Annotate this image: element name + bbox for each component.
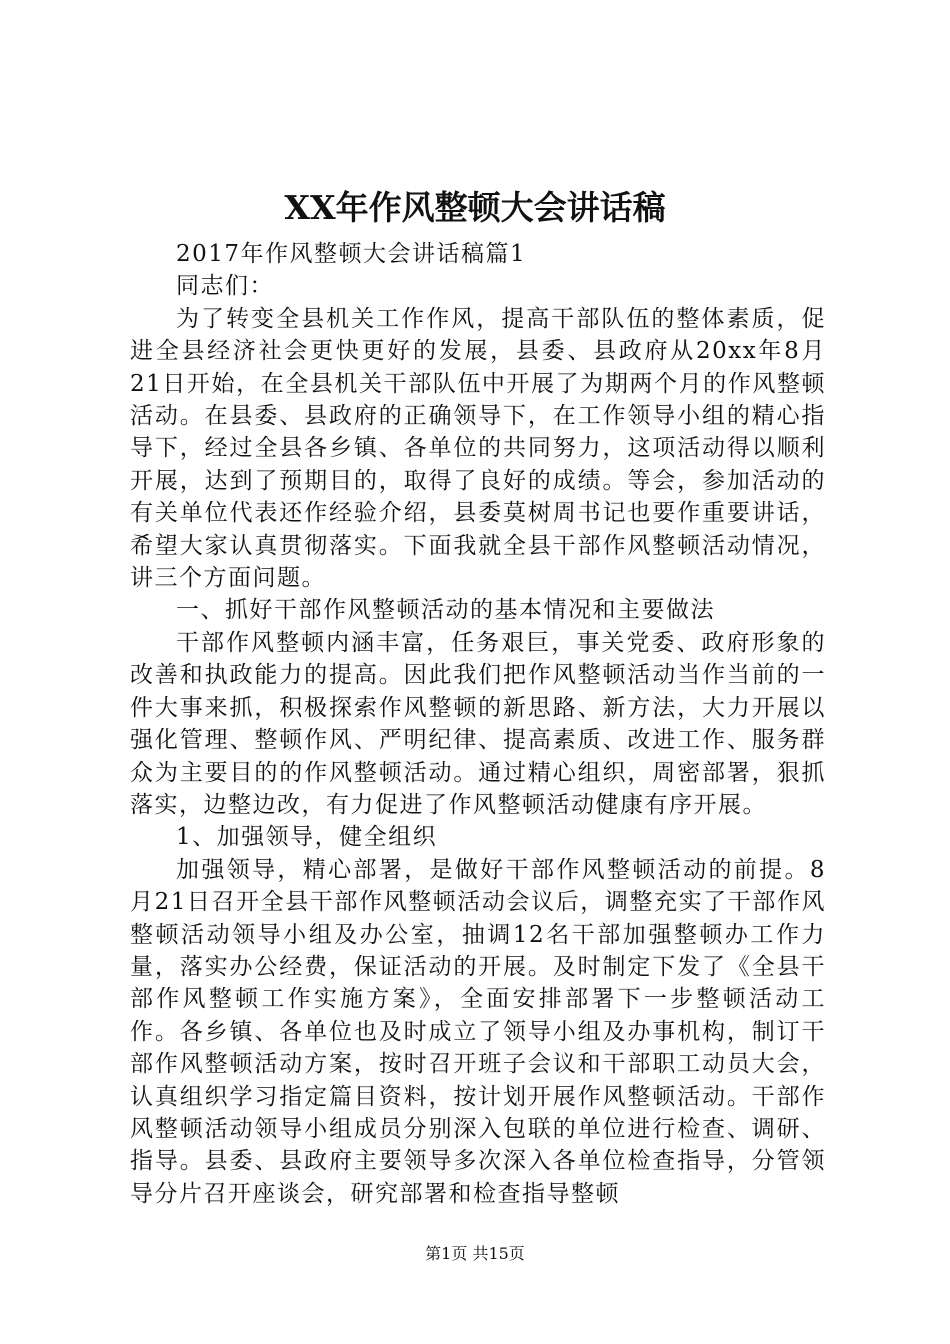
document-body: [130, 238, 826, 1210]
paragraph: 干部作风整顿内涵丰富，任务艰巨，事关党委、政府形象的改善和执政能力的提高。因此我们把作风整顿活动当作当前的一件大事来抓，积极探索作风整顿的新思路、新方法，大力开展以强化管理、整顿作风、严明纪律、提高素质、改进工作、服务群众为主要目的的作风整顿活动。通过精心组织，周密部署，狠抓落实，边整边改，有力促进了作风整顿活动健康有序开展。: [130, 629, 826, 818]
section-heading: 一、抓好干部作风整顿活动的基本情况和主要做法: [176, 597, 715, 624]
section-heading: 2017年作风整顿大会讲话稿篇1: [176, 241, 527, 267]
subsection-heading: 1、加强领导，健全组织: [176, 824, 438, 851]
page-footer: 第1页 共15页: [425, 1244, 525, 1263]
paragraph: 为了转变全县机关工作作风，提高干部队伍的整体素质，促进全县经济社会更快更好的发展，县委、县政府从20xx年8月21日开始，在全县机关干部队伍中开展了为期两个月的作风整顿活动。在县委、县政府的正确领导下，在工作领导小组的精心指导下，经过全县各乡镇、各单位的共同努力，这项活动得以顺利开展，达到了预期目的，取得了良好的成绩。等会，参加活动的有关单位代表还作经验介绍，县委莫树周书记也要作重要讲话，希望大家认真贯彻落实。下面我就全县干部作风整顿活动情况，讲三个方面问题。: [130, 305, 826, 592]
salutation: 同志们：: [176, 273, 274, 300]
document-title: XX年作风整顿大会讲话稿: [284, 188, 666, 227]
paragraph: 加强领导，精心部署，是做好干部作风整顿活动的前提。8月21日召开全县干部作风整顿活动会议后，调整充实了干部作风整顿活动领导小组及办公室，抽调12名干部加强整顿办工作力量，落实办公经费，保证活动的开展。及时制定下发了《全县干部作风整顿工作实施方案》，全面安排部署下一步整顿活动工作。各乡镇、各单位也及时成立了领导小组及办事机构，制订干部作风整顿活动方案，按时召开班子会议和干部职工动员大会，认真组织学习指定篇目资料，按计划开展作风整顿活动。干部作风整顿活动领导小组成员分别深入包联的单位进行检查、调研、指导。县委、县政府主要领导多次深入各单位检查指导，分管领导分片召开座谈会，研究部署和检查指导整顿: [130, 856, 826, 1207]
